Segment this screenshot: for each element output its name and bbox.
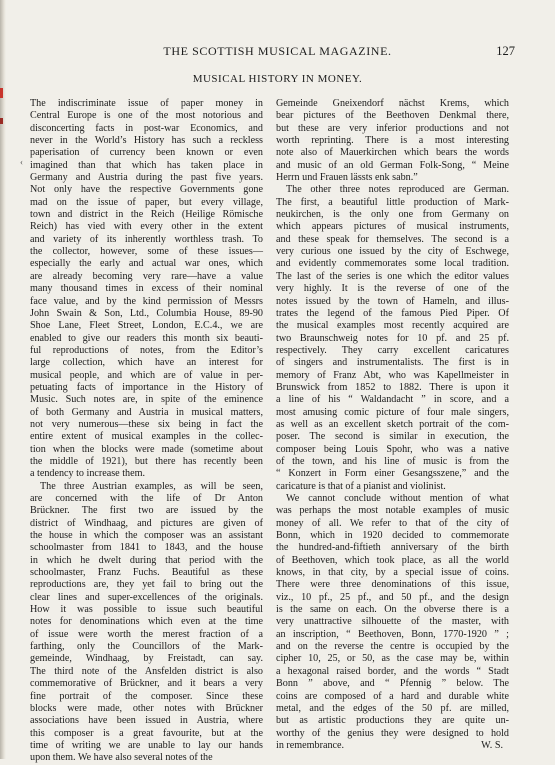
text-line: worthy of the genius they were designed to hold: [276, 727, 509, 739]
text-line: of the town, and his line of music is from the: [276, 455, 509, 467]
article-title: MUSICAL HISTORY IN MONEY.: [192, 73, 363, 85]
text-line: upon them. We have also several notes of the: [30, 752, 213, 764]
page-number: 127: [496, 44, 515, 58]
text-line: very highly. It is the reverse of one of the: [276, 283, 509, 295]
text-line: two Braunschweig notes for 10 pf. and 25 pf.: [276, 332, 509, 344]
text-line: note also of Mauerkirchen which bears the words: [276, 147, 509, 159]
text-line: Herrn und Frauen lässts enk sabn.”: [276, 172, 418, 184]
text-line: commemorative of Brückner, and it bears a very: [30, 678, 263, 690]
text-line: the musical examples most recently acquired are: [276, 320, 509, 332]
text-line: The three Austrian examples, as will be seen,: [40, 480, 263, 492]
text-line: Reich) has vied with every other in the extent: [30, 221, 263, 233]
text-line: Central Europe is one of the most notorious and: [30, 110, 263, 122]
text-line: reproductions are, they yet fail to bring out the: [30, 579, 263, 591]
text-line: composer being Louis Spohr, who was a native: [276, 443, 509, 455]
text-line: imagined than that which has taken place in: [30, 159, 263, 171]
text-line: a line of his “ Waldandacht ” in score, and a: [276, 394, 509, 406]
text-line: coins are composed of a hard and durable white: [276, 690, 509, 702]
text-line: time of writing we are unable to lay our hands: [30, 739, 263, 751]
text-line: enabled to give our readers this month six beauti-: [30, 332, 263, 344]
text-line: this composer is a great favourite, but at the: [30, 727, 263, 739]
text-line: which appears pictures of musical instruments,: [276, 221, 509, 233]
text-line: large collection, which have an interest for: [30, 357, 263, 369]
text-line: of both Germany and Austria in musical matters,: [30, 406, 263, 418]
text-line: mad on the issue of paper, but every village,: [30, 196, 263, 208]
text-line: very unattractive silhouette of the master, with: [276, 616, 509, 628]
text-line: associations have been issued in Austria, where: [30, 715, 263, 727]
text-line: clear lines and super-excellences of the originals.: [30, 591, 263, 603]
text-line: There were three denominations of this issue,: [276, 579, 509, 591]
text-line: entire extent of musical examples in the collec-: [30, 431, 263, 443]
text-line: The indiscriminate issue of paper money in: [30, 98, 263, 109]
text-line: face value, and by the kind permission of Messrs: [30, 295, 263, 307]
text-line: many thousand times in excess of their nominal: [30, 283, 263, 295]
text-line: respectively. They carry excellent caricatures: [276, 344, 509, 356]
text-line: the collector, however, some of these issues—: [30, 246, 263, 258]
text-line: Music. Such notes are, in spite of the eminence: [30, 394, 263, 406]
text-line: schoolmaster from 1841 to 1843, and the house: [30, 542, 263, 554]
text-line: musical people, and which are of value in per-: [30, 369, 263, 381]
text-line: We cannot conclude without mention of what: [286, 493, 509, 504]
page-edge: [0, 0, 6, 759]
text-line: and on the reverse the centre is occupied by the: [276, 641, 509, 653]
text-line: paperisation of currency been known or even: [30, 147, 263, 159]
left-column: [30, 98, 263, 765]
text-line: How it was possible to issue such beautiful: [30, 604, 263, 616]
text-line: tion when the blocks were made (sometime about: [30, 443, 263, 455]
text-line: caricature is that of a pianist and violinist.: [276, 480, 446, 492]
text-line: bear pictures of the Beethoven Denkmal there,: [276, 110, 509, 122]
author-signature: W. S.: [481, 739, 503, 751]
text-line: Not only have the respective Governments gone: [30, 184, 263, 196]
text-line: Bonn, which in 1920 decided to commemorate: [276, 530, 509, 542]
text-line: fine portrait of the composer. Since these: [30, 690, 263, 702]
text-line: and these speak for themselves. The second is a: [276, 233, 509, 245]
text-line: The last of the series is one which the editor values: [276, 270, 509, 282]
text-line: neukirchen, is the only one from Germany on: [276, 209, 509, 221]
text-line: poser. The second is similar in execution, the: [276, 431, 509, 443]
text-line: knows, in that city, by a special issue of coins.: [276, 567, 509, 579]
text-line: and music of an old German Folk-Song, “ Meine: [276, 159, 509, 171]
text-line: The first, a beautiful little production of Mark-: [276, 196, 509, 208]
text-line: is the same on each. On the obverse there is a: [276, 604, 509, 616]
text-line: Gemeinde Gneixendorf nächst Krems, which: [276, 98, 509, 109]
binding-mark: [0, 118, 3, 124]
text-line: a hexagonal raised border, and the words “ Stadt: [276, 665, 509, 677]
text-line: in remembrance. W. S.: [276, 739, 503, 751]
text-line: and variety of its inherently worthless trash. To: [30, 233, 263, 245]
text-line: The third note of the Ansfelden district is also: [30, 665, 263, 677]
text-line: in which he dwelt during that period with the: [30, 554, 263, 566]
right-column: [276, 98, 509, 752]
text-line: notes issued by the town of Hameln, and illus-: [276, 295, 509, 307]
running-head: THE SCOTTISH MUSICAL MAGAZINE.: [163, 44, 392, 58]
text-line: town and district in the Reich (Heilige Römische: [30, 209, 263, 221]
text-line: John Swain & Son, Ltd., Columbia House, 89-90: [30, 307, 263, 319]
margin-mark: ‹: [20, 157, 23, 167]
text-line: Brunswick from 1852 to 1882. There is upon it: [276, 381, 509, 393]
text-line: most amusing comic picture of four male singers,: [276, 406, 509, 418]
text-line: not very numerous—these six being in fact the: [30, 418, 263, 430]
text-line: as well as an excellent sketch portrait of the com-: [276, 418, 509, 430]
text-line: are concerned with the life of Dr Anton: [30, 493, 263, 504]
text-line: farthing, only the Councillors of the Mark-: [30, 641, 263, 653]
text-line: Germany and Austria during the past five years.: [30, 172, 263, 184]
text-line: the middle of 1921), but there has recently been: [30, 455, 263, 467]
text-line: Brückner. The first two are issued by the: [30, 505, 263, 517]
text-line: The other three notes reproduced are German.: [286, 184, 509, 196]
text-line: but as artistic productions they are quite un-: [276, 715, 509, 727]
text-line: worth reprinting. There is a most interesting: [276, 135, 509, 147]
text-line: of singers and instrumentalists. The first is in: [276, 357, 509, 369]
text-line: trates the legend of the famous Pied Piper. Of: [276, 307, 509, 319]
text-line: very curious one issued by the city of Eschwege,: [276, 246, 509, 258]
text-line: but these are very inferior productions and not: [276, 122, 509, 134]
text-line: an inscription, “ Beethoven, Bonn, 1770-1920 ” ;: [276, 628, 509, 640]
text-line: was perhaps the most notable examples of music: [276, 505, 509, 517]
text-line: ful reproductions of notes, from the Editor’s: [30, 344, 263, 356]
text-line: “ Konzert in Form einer Gesangsszene,” and the: [276, 468, 509, 480]
text-line: of Beethoven, which took place, as all the world: [276, 554, 509, 566]
text-line: the hundred-and-fiftieth anniversary of the birth: [276, 542, 509, 554]
text-line: petuating facts of importance in the History of: [30, 381, 263, 393]
text-line: metal, and the edges of the 50 pf. are milled,: [276, 702, 509, 714]
text-line: blocks were made, other notes with Brückner: [30, 702, 263, 714]
text-line: memory of Franz Abt, who was Kapellmeister in: [276, 369, 509, 381]
text-line: gemeinde, Windhaag, by Freistadt, can say.: [30, 653, 263, 665]
text-line: of issue were worth the merest fraction of a: [30, 628, 263, 640]
page-header: [28, 44, 527, 60]
text-line: and evidently commemorates some local tradition.: [276, 258, 509, 270]
text-line: notes for denominations which even at the time: [30, 616, 263, 628]
text-line: the house in which the composer was an assistant: [30, 530, 263, 542]
text-line: Bonn ” above, and “ Pfennig ” below. The: [276, 678, 509, 690]
text-line: Shoe Lane, Fleet Street, London, E.C.4., we are: [30, 320, 263, 332]
text-line: schoolmaster, Franz Fuchs. Beautiful as these: [30, 567, 263, 579]
text-line: cipher 10, 25, or 50, as the case may be, within: [276, 653, 509, 665]
text-line: are already becoming very rare—have a value: [30, 270, 263, 282]
text-line: money of all. We refer to that of the city of: [276, 517, 509, 529]
binding-mark: [0, 88, 3, 98]
text-line: viz., 10 pf., 25 pf., and 50 pf., and the design: [276, 591, 509, 603]
text-line: never in the World’s History has such a reckless: [30, 135, 263, 147]
text-line: district of Windhaag, and pictures are given of: [30, 517, 263, 529]
text-line: especially the early and actual war ones, which: [30, 258, 263, 270]
text-line: a tendency to increase them.: [30, 468, 145, 480]
text-line: disconcerting facts in post-war Economics, and: [30, 122, 263, 134]
